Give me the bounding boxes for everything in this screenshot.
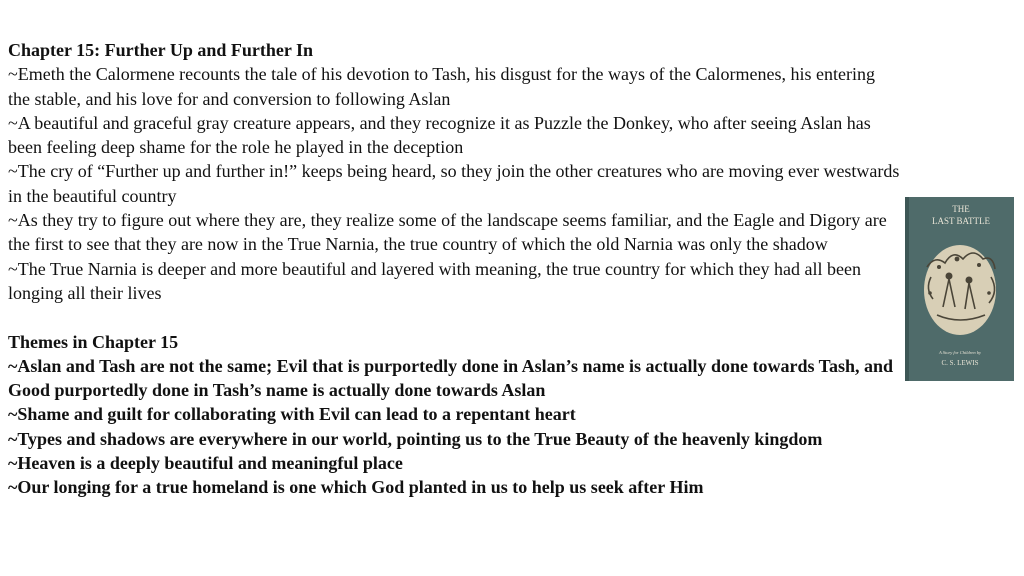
theme-bullet: ~Aslan and Tash are not the same; Evil that is purportedly done in Aslan’s name is actually done towards Tash, and Good purportedly done in Tash’s name is actually done towards Aslan <box>8 355 894 401</box>
summary-bullet: ~The True Narnia is deeper and more beautiful and layered with meaning, the true country for which they had all been longing all their lives <box>8 258 861 303</box>
book-title-line2: LAST BATTLE <box>931 216 991 226</box>
book-title-line1: THE <box>952 204 970 214</box>
theme-bullet: ~Types and shadows are everywhere in our world, pointing us to the True Beauty of the heavenly kingdom <box>8 428 823 449</box>
theme-bullet: ~Our longing for a true homeland is one which God planted in us to help us seek after Him <box>8 477 704 498</box>
summary-bullet: ~A beautiful and graceful gray creature appears, and they recognize it as Puzzle the Donkey, who after seeing Aslan has been feeling deep shame for the role he played in the deception <box>8 112 871 158</box>
book-spine-edge <box>905 197 909 381</box>
book-cover-image <box>905 197 1014 381</box>
themes-heading: Themes in Chapter 15 <box>8 331 179 352</box>
theme-bullet: ~Shame and guilt for collaborating with Evil can lead to a repentant heart <box>8 404 576 425</box>
summary-bullet: ~The cry of “Further up and further in!” keeps being heard, so they join the other creatures who are moving ever westwards in the beautiful country <box>8 161 900 206</box>
theme-bullet: ~Heaven is a deeply beautiful and meaningful place <box>8 453 403 474</box>
book-subtitle: A Story for Children by <box>939 350 981 355</box>
book-author: C. S. LEWIS <box>941 359 979 367</box>
slide-text <box>8 38 900 500</box>
chapter-heading: Chapter 15: Further Up and Further In <box>8 40 314 60</box>
summary-bullet: ~As they try to figure out where they are, they realize some of the landscape seems familiar, and the Eagle and Digory are the first to see that they are now in the True Narnia, the true country of which the old Narnia was only the shadow <box>8 210 887 255</box>
book-illustration <box>924 245 996 335</box>
spacer <box>8 305 900 329</box>
summary-bullet: ~Emeth the Calormene recounts the tale of his devotion to Tash, his disgust for the ways of the Calormenes, his entering the stable, and his love for and conversion to following Aslan <box>8 64 875 109</box>
